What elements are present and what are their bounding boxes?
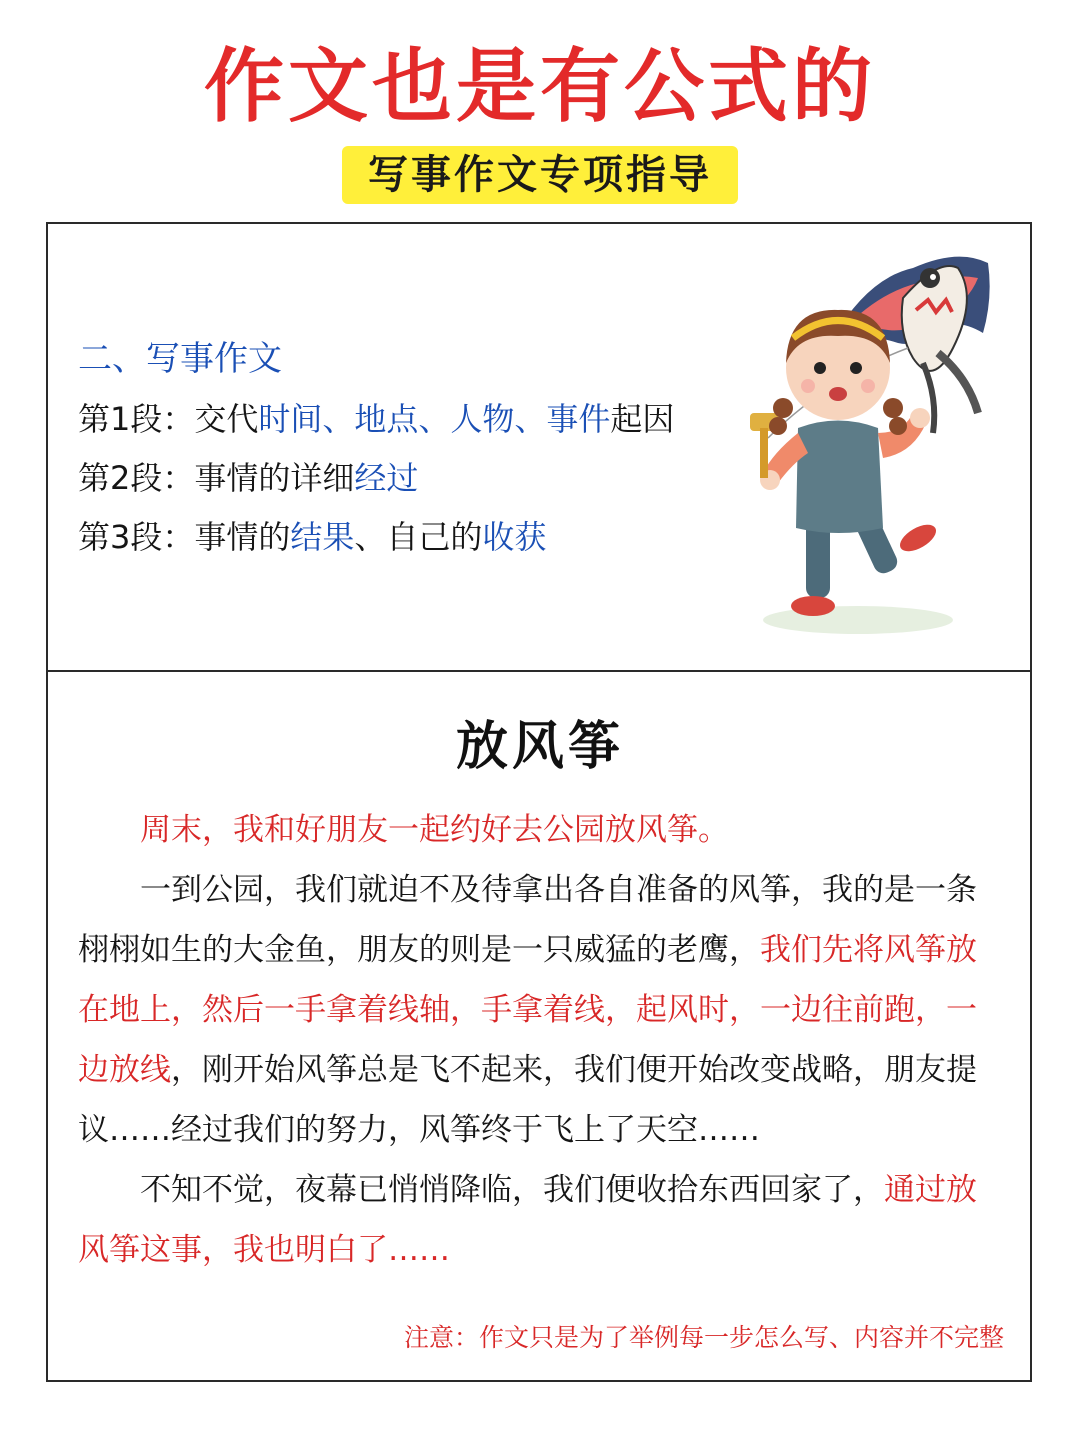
para1-text-b: 起因	[610, 400, 675, 438]
page-title: 作文也是有公式的	[204, 39, 876, 133]
para1-label: 第1段：	[78, 400, 195, 438]
para3-keyword-gain: 收获	[482, 518, 547, 556]
essay-paragraph-2	[78, 860, 1003, 1160]
girl-with-kite-illustration	[738, 238, 1000, 643]
para2-keywords: 经过	[354, 459, 419, 497]
para2-label: 第2段：	[78, 459, 195, 497]
essay-body	[78, 800, 1003, 1280]
outline-heading: 二、写事作文	[78, 339, 282, 379]
essay-p3-red: 通过放风筝这事，我也明白了……	[78, 1172, 977, 1268]
para3-label: 第3段：	[78, 518, 195, 556]
essay-p2-b: ，刚开始风筝总是飞不起来，我们便开始改变战略，朋友提议……经过我们的努力，风筝终于飞上了天空……	[78, 1052, 977, 1148]
essay-p2-a: 一到公园，我们就迫不及待拿出各自准备的风筝，我的是一条栩栩如生的大金鱼，朋友的则是一只威猛的老鹰，	[78, 872, 977, 968]
essay-p2-red: 我们先将风筝放在地上，然后一手拿着线轴，手拿着线，起风时，一边往前跑，一边放线	[78, 932, 977, 1088]
outline-para3	[78, 512, 546, 562]
outline-para2	[78, 453, 418, 503]
outline-para1	[78, 394, 674, 444]
subtitle-wrap	[0, 146, 1080, 204]
note-text: 注意：作文只是为了举例每一步怎么写、内容并不完整	[403, 1323, 1004, 1352]
para3-keyword-result: 结果	[290, 518, 355, 556]
para1-text-a: 交代	[194, 400, 259, 438]
essay-p3-a: 不知不觉，夜幕已悄悄降临，我们便收拾东西回家了，	[140, 1172, 884, 1208]
para3-text-a: 事情的	[194, 518, 291, 556]
essay-title: 放风筝	[455, 717, 624, 777]
subtitle-badge: 写事作文专项指导	[342, 146, 738, 204]
essay-paragraph-3	[78, 1160, 1003, 1280]
para1-keywords: 时间、地点、人物、事件	[258, 400, 611, 438]
essay-p1-red: 周末，我和好朋友一起约好去公园放风筝。	[140, 812, 729, 848]
essay-paragraph-1	[78, 800, 1003, 860]
para3-text-b: 、自己的	[354, 518, 483, 556]
para2-text-a: 事情的详细	[194, 459, 355, 497]
